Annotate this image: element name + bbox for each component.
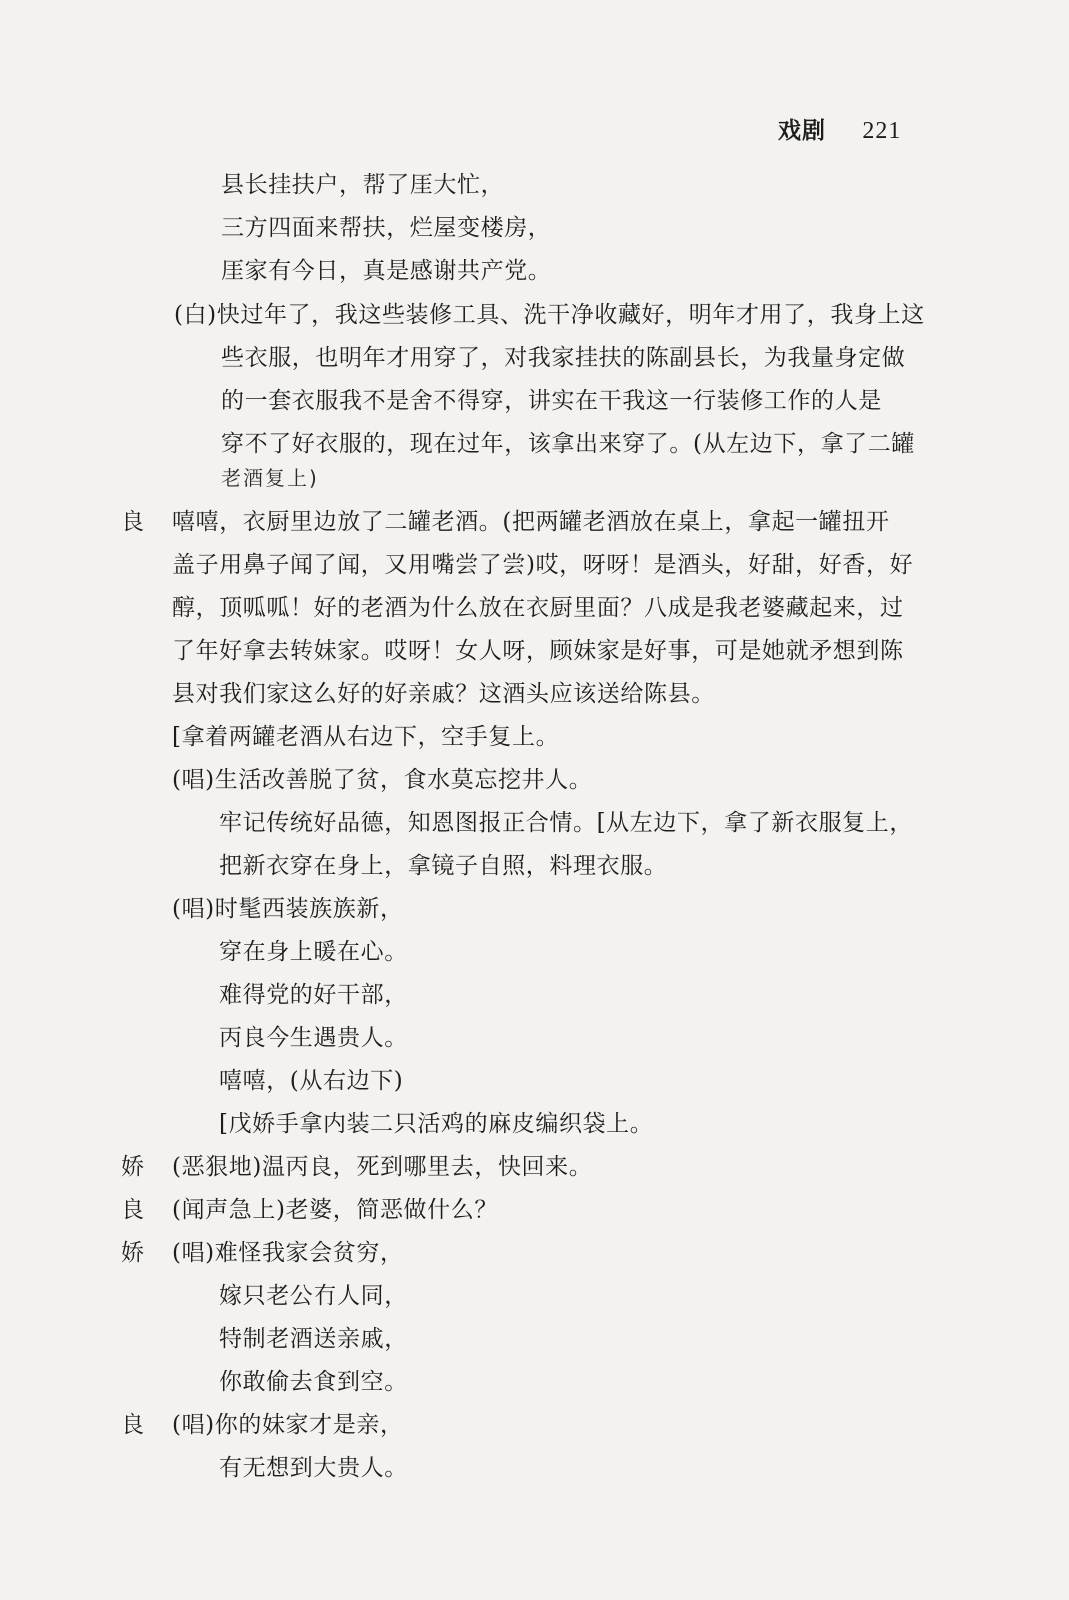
text-line: 了年好拿去转妹家。哎呀！女人呀，顾妹家是好事，可是她就矛想到陈: [172, 638, 904, 664]
text-line: (白)快过年了，我这些装修工具、洗干净收藏好，明年才用了，我身上这: [174, 302, 925, 328]
text-line: 有无想到大贵人。: [219, 1455, 408, 1481]
text-line: 县对我们家这么好的好亲戚？这酒头应该送给陈县。: [172, 681, 715, 707]
text-line: 盖子用鼻子闻了闻，又用嘴尝了尝)哎，呀呀！是酒头，好甜，好香，好: [172, 552, 914, 578]
section-title: 戏剧: [778, 118, 826, 144]
text-line: 县长挂扶户，帮了厓大忙，: [221, 172, 505, 198]
speaker-label: 良: [121, 1412, 144, 1438]
speaker-label: 良: [121, 509, 144, 535]
stage-direction: [拿着两罐老酒从右边下，空手复上。: [172, 724, 560, 750]
text-line: 嘻嘻，(从右边下): [219, 1068, 404, 1094]
text-line: 些衣服，也明年才用穿了，对我家挂扶的陈副县长，为我量身定做: [221, 345, 906, 371]
text-line: (唱)生活改善脱了贫，食水莫忘挖井人。: [172, 767, 593, 793]
text-line: (闻声急上)老婆，简恶做什么？: [172, 1197, 498, 1223]
text-line: (唱)时髦西装族族新，: [172, 896, 404, 922]
text-line: 三方四面来帮扶，烂屋变楼房，: [221, 215, 552, 241]
text-line: 穿在身上暖在心。: [219, 939, 408, 965]
text-line: 丙良今生遇贵人。: [219, 1025, 408, 1051]
text-line: 醇，顶呱呱！好的老酒为什么放在衣厨里面？八成是我老婆藏起来，过: [172, 595, 904, 621]
text-line: 嫁只老公冇人同，: [219, 1283, 408, 1309]
speaker-label: 良: [121, 1197, 144, 1223]
text-line: 厓家有今日，真是感谢共产党。: [221, 258, 552, 284]
text-line: 把新衣穿在身上，拿镜子自照，料理衣服。: [219, 853, 668, 879]
text-line: (恶狠地)温丙良，死到哪里去，快回来。: [172, 1154, 593, 1180]
text-line: 你敢偷去食到空。: [219, 1369, 408, 1395]
stage-direction: 老酒复上): [221, 466, 319, 490]
speaker-label: 娇: [121, 1240, 144, 1266]
running-header: [778, 112, 901, 145]
text-line: (唱)你的妹家才是亲，: [172, 1412, 404, 1438]
text-line: 的一套衣服我不是舍不得穿，讲实在干我这一行装修工作的人是: [221, 388, 882, 414]
text-line: 难得党的好干部，: [219, 982, 408, 1008]
stage-direction: [戊娇手拿内装二只活鸡的麻皮编织袋上。: [219, 1111, 654, 1137]
text-line: 嘻嘻，衣厨里边放了二罐老酒。(把两罐老酒放在桌上，拿起一罐扭开: [172, 509, 890, 535]
text-line: 牢记传统好品德，知恩图报正合情。[从左边下，拿了新衣服复上，: [219, 810, 913, 836]
speaker-label: 娇: [121, 1154, 144, 1180]
text-line: (唱)难怪我家会贫穷，: [172, 1240, 404, 1266]
text-line: 特制老酒送亲戚，: [219, 1326, 408, 1352]
page-number: 221: [862, 118, 902, 144]
text-line: 穿不了好衣服的，现在过年，该拿出来穿了。(从左边下，拿了二罐: [221, 431, 915, 457]
